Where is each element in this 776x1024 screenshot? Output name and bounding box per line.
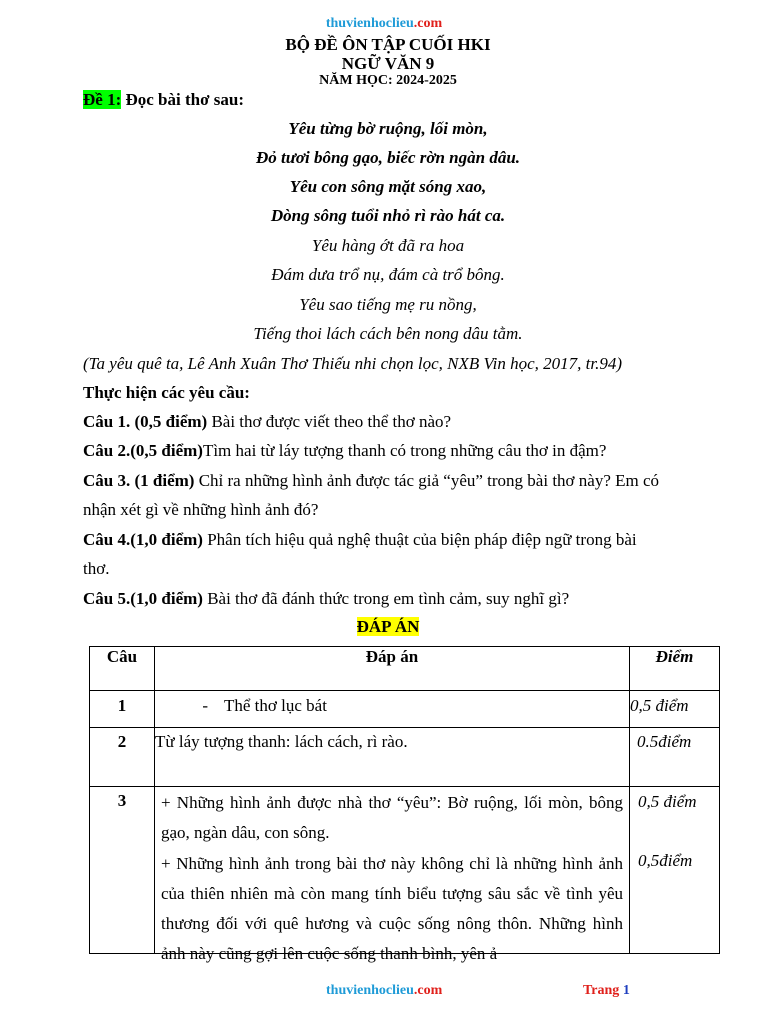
answer-cell xyxy=(155,787,630,963)
table-header-row xyxy=(90,647,720,691)
brand-domain: .com xyxy=(413,16,443,31)
points-value: 0.5điểm xyxy=(630,728,720,787)
table-row xyxy=(90,691,720,728)
brand-name: thuvienhoclieu xyxy=(326,983,414,998)
question-3-continued: nhận xét gì về những hình ảnh đó? xyxy=(83,500,319,519)
column-header-answer: Đáp án xyxy=(155,647,630,691)
answer-table xyxy=(89,646,720,963)
page-number-value: 1 xyxy=(622,983,630,998)
column-header-question: Câu xyxy=(90,647,155,691)
subject-title: NGỮ VĂN 9 xyxy=(341,54,435,73)
answers-heading-wrap xyxy=(0,617,776,637)
exam-label: Đề 1: xyxy=(83,90,122,109)
question-number: 2 xyxy=(90,728,155,787)
question-label: Câu 3. (1 điểm) xyxy=(83,471,195,490)
poem-line: Đỏ tươi bông gạo, biếc rờn ngàn dâu. xyxy=(255,148,521,167)
answer-cell xyxy=(155,691,630,728)
points-value: 0,5 điểm xyxy=(638,792,697,811)
question-1 xyxy=(83,412,451,432)
question-text: Chỉ ra những hình ảnh được tác giả “yêu” trong bài thơ này? Em có xyxy=(194,471,660,490)
brand-domain: .com xyxy=(413,983,443,998)
brand-name: thuvienhoclieu xyxy=(325,16,414,31)
question-number: 3 xyxy=(90,787,155,954)
question-4-continued: thơ. xyxy=(83,559,110,578)
question-label: Câu 2.(0,5 điểm) xyxy=(83,441,203,460)
exam-heading xyxy=(83,90,244,110)
document-title: BỘ ĐỀ ÔN TẬP CUỐI HKI xyxy=(285,35,491,54)
answer-text: + Những hình ảnh được nhà thơ “yêu”: Bờ ruộng, lối mòn, bông gạo, ngàn dâu, con sông. xyxy=(161,793,623,842)
table-row xyxy=(90,728,720,787)
question-2 xyxy=(83,441,606,461)
page-number xyxy=(583,983,630,999)
poem-line: Dòng sông tuổi nhỏ rì rào hát ca. xyxy=(270,206,506,225)
question-text: Bài thơ được viết theo thể thơ nào? xyxy=(207,412,452,431)
exam-instruction: Đọc bài thơ sau: xyxy=(121,90,244,109)
question-3 xyxy=(83,471,659,491)
question-label: Câu 4.(1,0 điểm) xyxy=(83,530,203,549)
answer-text: + Những hình ảnh trong bài thơ này không chỉ là những hình ảnh của thiên nhiên mà còn mang tính biểu tượng sâu sắc về tình yêu thương đối với quê hương và cuộc sống nông thôn. Những hình ảnh này cũng gợi lên cuộc sống thanh bình, yên ả xyxy=(161,854,623,963)
page-label: Trang xyxy=(583,983,620,998)
question-4 xyxy=(83,530,637,550)
question-label: Câu 1. (0,5 điểm) xyxy=(83,412,208,431)
school-year: NĂM HỌC: 2024-2025 xyxy=(319,73,457,88)
poem-source: (Ta yêu quê ta, Lê Anh Xuân Thơ Thiếu nhi chọn lọc, NXB Vin học, 2017, tr.94) xyxy=(83,354,623,373)
poem-line: Yêu sao tiếng mẹ ru nồng, xyxy=(299,295,477,314)
question-number: 1 xyxy=(90,691,155,728)
list-bullet: - xyxy=(202,696,208,715)
poem-line: Yêu từng bờ ruộng, lối mòn, xyxy=(288,119,488,138)
question-text: Tìm hai từ láy tượng thanh có trong những câu thơ in đậm? xyxy=(202,441,607,460)
question-text: Phân tích hiệu quả nghệ thuật của biện pháp điệp ngữ trong bài xyxy=(202,530,637,549)
column-header-points: Điểm xyxy=(630,647,720,691)
question-text: Bài thơ đã đánh thức trong em tình cảm, suy nghĩ gì? xyxy=(202,589,570,608)
points-cell xyxy=(630,787,720,954)
poem-line: Đám dưa trổ nụ, đám cà trổ bông. xyxy=(271,265,505,284)
answers-heading: ĐÁP ÁN xyxy=(356,617,420,636)
question-5 xyxy=(83,589,569,609)
points-value: 0,5điểm xyxy=(638,851,693,870)
poem-line: Tiếng thoi lách cách bên nong dâu tằm. xyxy=(253,324,523,343)
footer-brand xyxy=(326,983,442,999)
answer-text: Từ láy tượng thanh: lách cách, rì rào. xyxy=(155,728,630,787)
answer-text: Thể thơ lục bát xyxy=(224,696,327,715)
table-row xyxy=(90,787,720,954)
points-value: 0,5 điểm xyxy=(630,691,720,728)
requirements-heading: Thực hiện các yêu cầu: xyxy=(83,383,250,402)
poem-line: Yêu con sông mặt sóng xao, xyxy=(289,177,487,196)
header-brand xyxy=(0,16,768,32)
question-label: Câu 5.(1,0 điểm) xyxy=(83,589,203,608)
poem-line: Yêu hàng ớt đã ra hoa xyxy=(311,236,465,255)
